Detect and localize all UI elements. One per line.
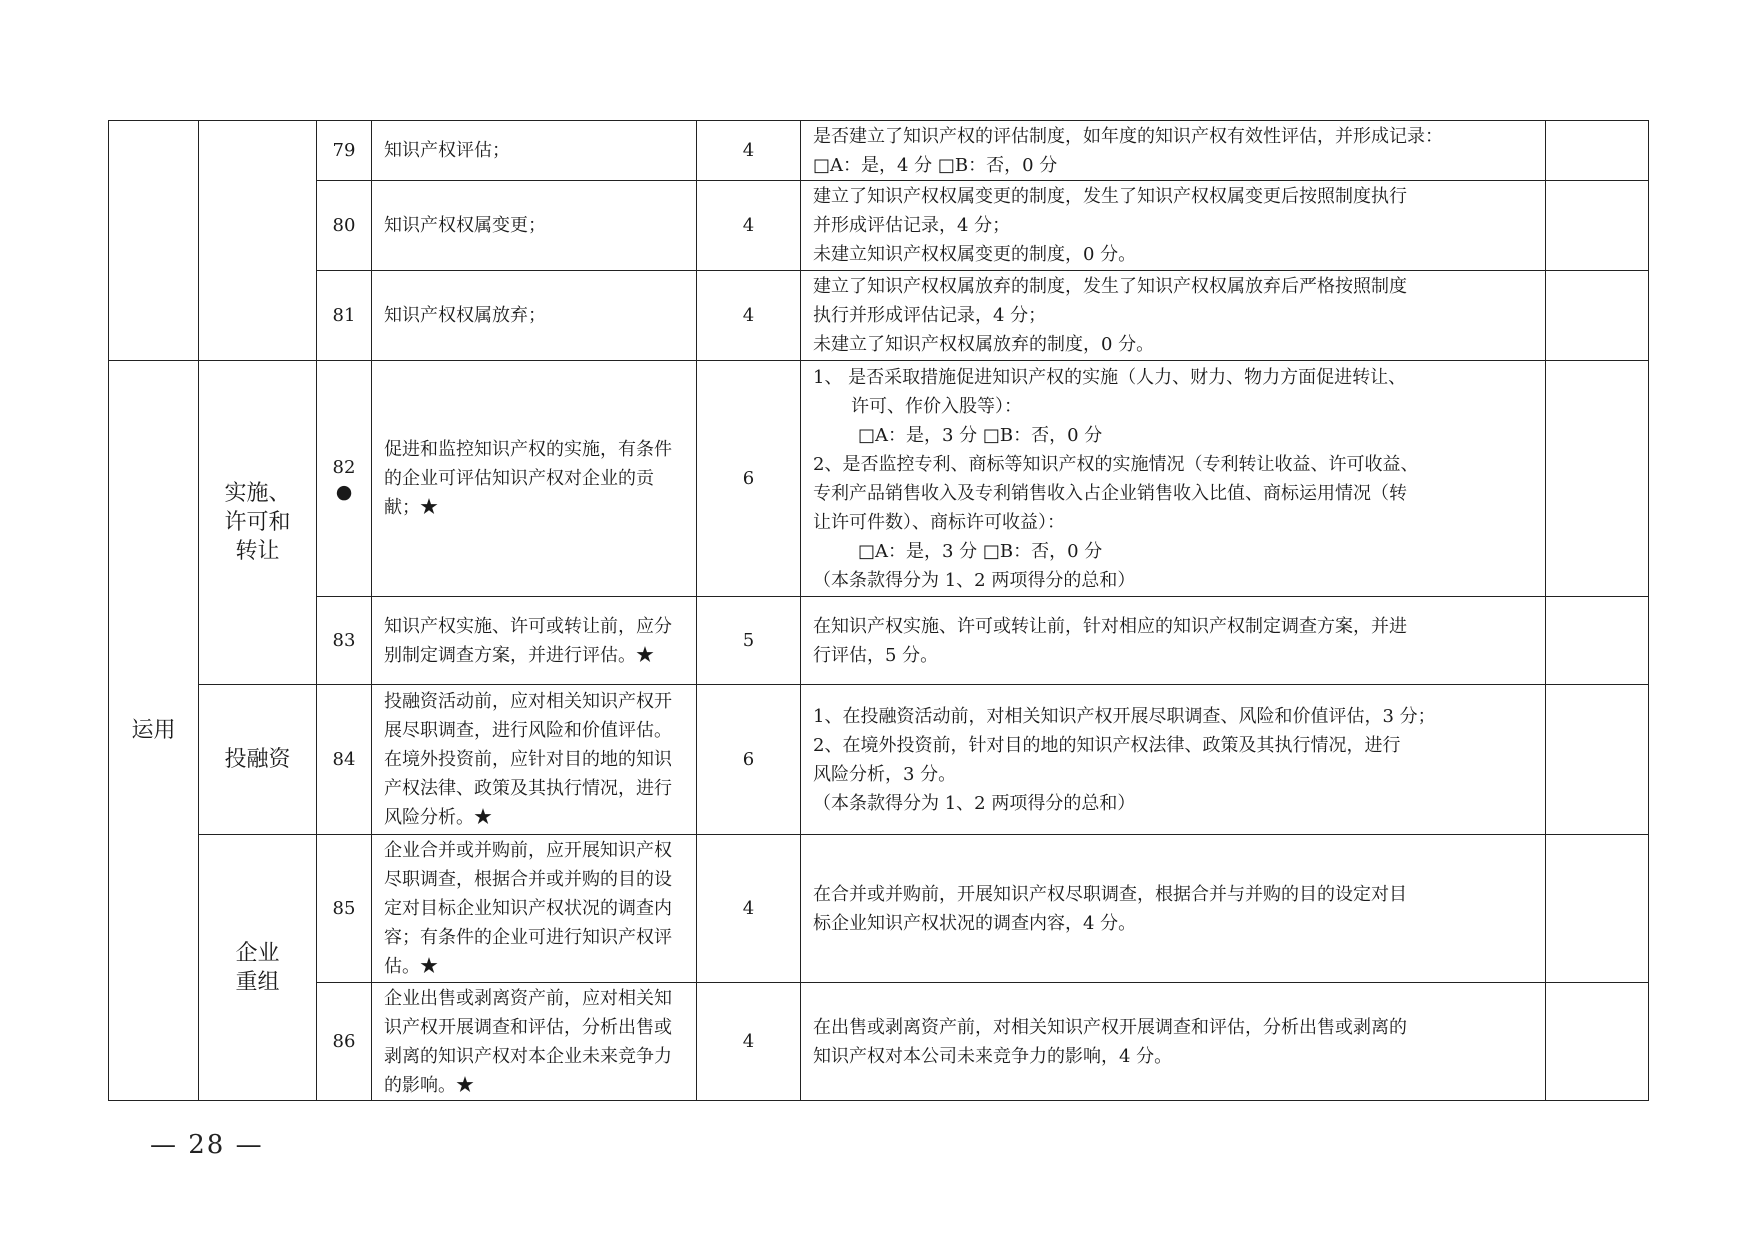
requirement-text: 知识产权权属变更； [372, 181, 697, 271]
requirement-text: 知识产权实施、许可或转让前，应分别制定调查方案，并进行评估。★ [372, 597, 697, 685]
remarks-cell [1546, 983, 1649, 1101]
requirement-text: 企业合并或并购前，应开展知识产权尽职调查，根据合并或并购的目的设定对目标企业知识产权状况的调查内容；有条件的企业可进行知识产权评估。★ [372, 835, 697, 983]
criteria-text: 建立了知识产权权属放弃的制度，发生了知识产权权属放弃后严格按照制度 执行并形成评估记录，4 分； 未建立了知识产权权属放弃的制度，0 分。 [801, 271, 1546, 361]
evaluation-table [108, 120, 1649, 1101]
table-row [109, 983, 1649, 1101]
table-row [109, 835, 1649, 983]
score-value: 6 [697, 361, 801, 597]
remarks-cell [1546, 597, 1649, 685]
criteria-text: 建立了知识产权权属变更的制度，发生了知识产权权属变更后按照制度执行 并形成评估记录，4 分； 未建立知识产权权属变更的制度，0 分。 [801, 181, 1546, 271]
item-number: 84 [317, 685, 372, 835]
remarks-cell [1546, 361, 1649, 597]
page-number: — 28 — [150, 1130, 264, 1160]
table-row [109, 271, 1649, 361]
remarks-cell [1546, 121, 1649, 181]
subcategory-label: 企业 重组 [199, 835, 317, 1101]
score-value: 4 [697, 271, 801, 361]
item-number: 80 [317, 181, 372, 271]
remarks-cell [1546, 181, 1649, 271]
requirement-text: 知识产权评估； [372, 121, 697, 181]
table-row [109, 181, 1649, 271]
item-number: 82 ● [317, 361, 372, 597]
subcategory-label: 投融资 [199, 685, 317, 835]
score-value: 6 [697, 685, 801, 835]
remarks-cell [1546, 835, 1649, 983]
criteria-text: 在合并或并购前，开展知识产权尽职调查，根据合并与并购的目的设定对目 标企业知识产权状况的调查内容，4 分。 [801, 835, 1546, 983]
subcategory-label: 实施、 许可和 转让 [199, 361, 317, 685]
item-number: 83 [317, 597, 372, 685]
table-row [109, 361, 1649, 597]
item-number: 86 [317, 983, 372, 1101]
category-label: 运用 [109, 361, 199, 1101]
score-value: 5 [697, 597, 801, 685]
requirement-text: 企业出售或剥离资产前，应对相关知识产权开展调查和评估，分析出售或剥离的知识产权对本企业未来竞争力的影响。★ [372, 983, 697, 1101]
item-number: 81 [317, 271, 372, 361]
score-value: 4 [697, 121, 801, 181]
remarks-cell [1546, 271, 1649, 361]
score-value: 4 [697, 835, 801, 983]
requirement-text: 投融资活动前，应对相关知识产权开展尽职调查，进行风险和价值评估。在境外投资前，应针对目的地的知识产权法律、政策及其执行情况，进行风险分析。★ [372, 685, 697, 835]
criteria-text: 在知识产权实施、许可或转让前，针对相应的知识产权制定调查方案，并进 行评估，5 分。 [801, 597, 1546, 685]
criteria-text: 在出售或剥离资产前，对相关知识产权开展调查和评估，分析出售或剥离的 知识产权对本公司未来竞争力的影响，4 分。 [801, 983, 1546, 1101]
criteria-text: 1、 是否采取措施促进知识产权的实施（人力、财力、物力方面促进转让、 许可、作价入股等）： □A：是，3 分 □B：否，0 分 2、是否监控专利、商标等知识产权的实施情况（专利转让收益、许可收益、 专利产品销售收入及专利销售收入占企业销售收入比值、商标运用情况（转 让许可件数）、商标许可收益）： □A：是，3 分 □B：否，0 分 （本条款得分为 1、2 两项得分的总和） [801, 361, 1546, 597]
criteria-text: 是否建立了知识产权的评估制度，如年度的知识产权有效性评估，并形成记录： □A：是，4 分 □B：否，0 分 [801, 121, 1546, 181]
score-value: 4 [697, 983, 801, 1101]
key-item-bullet-icon: ● [335, 480, 353, 503]
item-number: 85 [317, 835, 372, 983]
requirement-text: 促进和监控知识产权的实施，有条件的企业可评估知识产权对企业的贡献；★ [372, 361, 697, 597]
table-row [109, 121, 1649, 181]
table-row [109, 685, 1649, 835]
table-row [109, 597, 1649, 685]
requirement-text: 知识产权权属放弃； [372, 271, 697, 361]
score-value: 4 [697, 181, 801, 271]
category-cell-empty [109, 121, 199, 361]
criteria-text: 1、在投融资活动前，对相关知识产权开展尽职调查、风险和价值评估，3 分； 2、在境外投资前，针对目的地的知识产权法律、政策及其执行情况，进行 风险分析，3 分。 （本条款得分为 1、2 两项得分的总和） [801, 685, 1546, 835]
remarks-cell [1546, 685, 1649, 835]
item-number: 79 [317, 121, 372, 181]
subcategory-cell-empty [199, 121, 317, 361]
